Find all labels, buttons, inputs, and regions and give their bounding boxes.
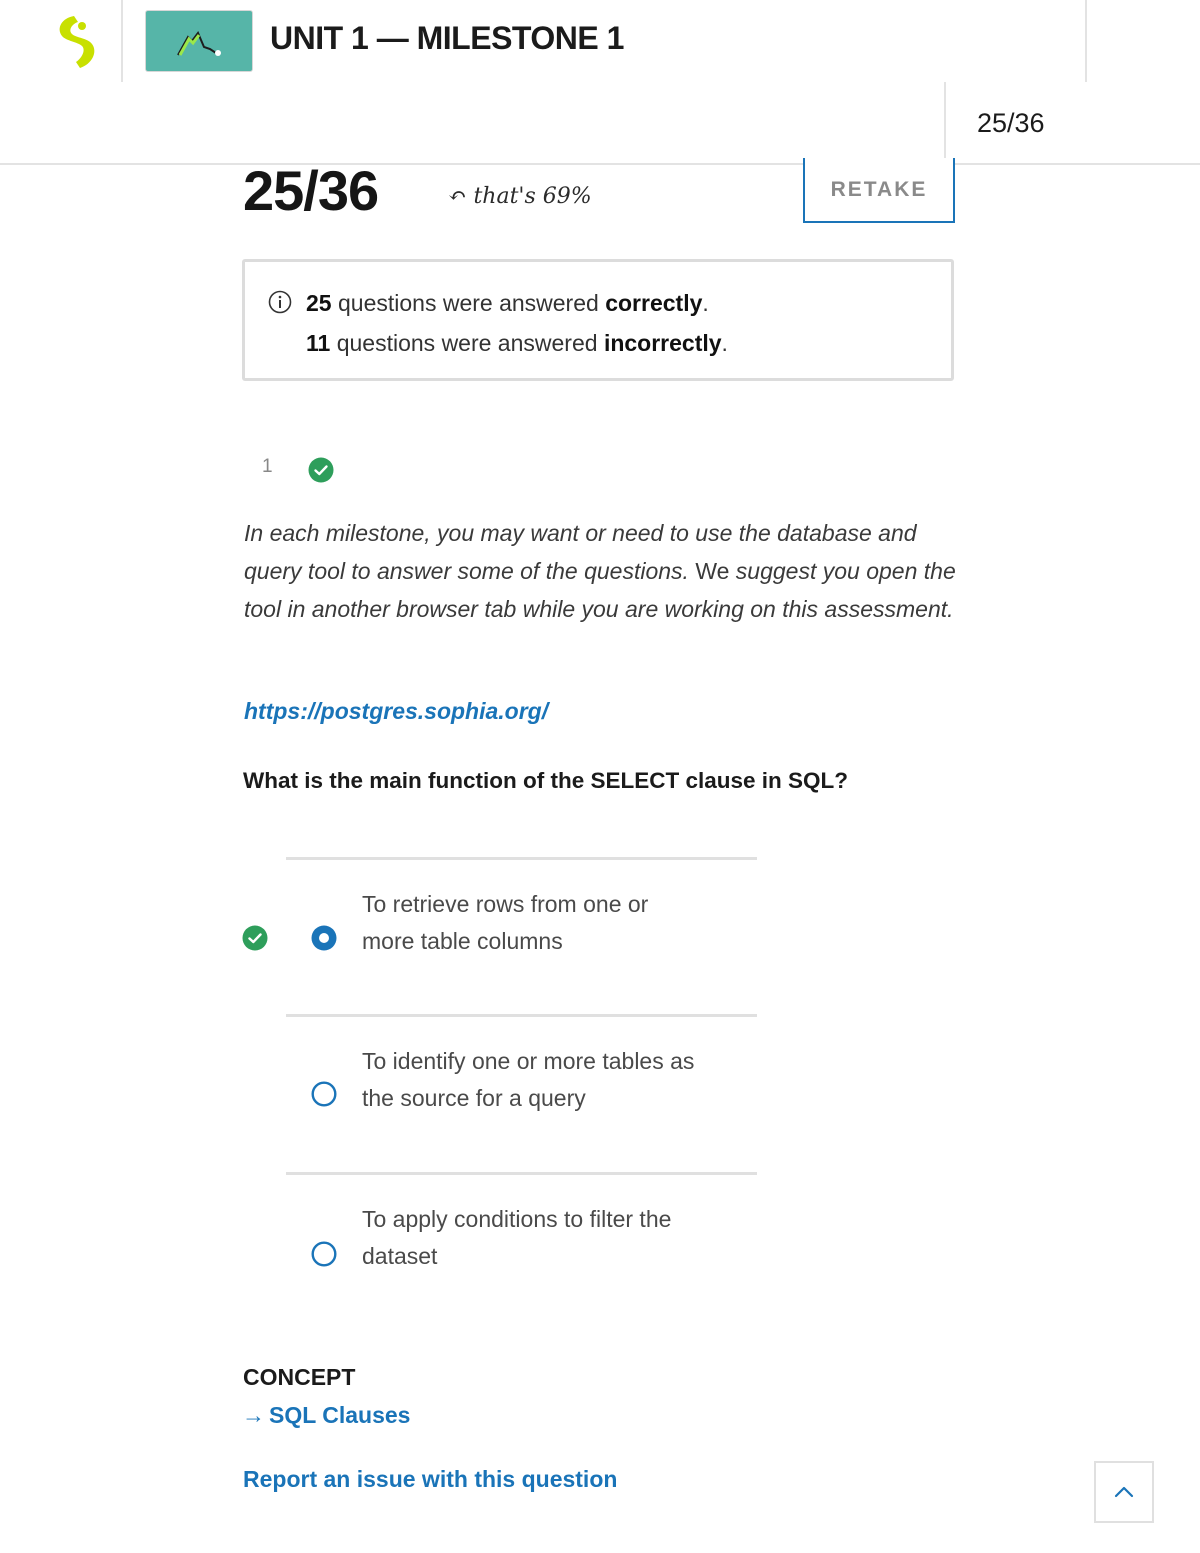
sophia-logo-icon[interactable] [52,14,100,70]
incorrect-word: incorrectly [603,330,722,356]
handwritten-annotation [448,184,592,209]
option-3-radio[interactable] [311,1241,337,1267]
incorrect-count: 11 [306,330,331,356]
option-divider [286,857,757,860]
concept-label: CONCEPT [243,1364,356,1390]
header-divider-left [121,0,123,82]
incorrect-summary: 11 questions were answered incorrectly. [306,330,728,356]
option-2-radio[interactable] [311,1081,337,1107]
header-divider-right [1085,0,1087,82]
correct-word: correctly [605,290,703,316]
option-1-radio-selected[interactable] [311,925,337,951]
scroll-to-top-button[interactable] [1094,1461,1154,1523]
question-number: 1 [262,456,273,477]
back-arrow-icon: ↶ [448,184,467,209]
header-score: 25/36 [977,108,1045,138]
question-intro: In each milestone, you may want or need to use the database and query tool to answer some of the questions. We suggest you open the tool in another browser tab while you are working on this assessment. [244,520,956,622]
arrow-right-icon: → [242,1402,265,1428]
option-1-label[interactable]: To retrieve rows from one or more table columns [362,891,649,954]
chevron-up-icon [1113,1485,1135,1499]
query-tool-link[interactable]: https://postgres.sophia.org/ [244,698,549,724]
concept-link-label: SQL Clauses [269,1402,411,1428]
page-title: UNIT 1 — MILESTONE 1 [270,20,624,56]
info-icon [268,290,292,314]
results-summary [242,259,954,381]
concept-link[interactable] [242,1402,410,1429]
question-prompt: What is the main function of the SELECT clause in SQL? [243,768,849,793]
option-divider [286,1014,757,1017]
score-value: 25/36 [243,159,379,222]
option-2-label[interactable]: To identify one or more tables as the source for a query [362,1048,695,1111]
option-divider [286,1172,757,1175]
annotation-text: that's 69% [473,184,592,209]
correct-check-icon [308,457,334,483]
correct-summary: 25 questions were answered correctly. [306,290,709,316]
retake-button[interactable]: RETAKE [803,158,955,223]
correct-answer-check-icon [242,925,268,951]
milestone-thumbnail-icon [146,11,252,71]
correct-count: 25 [306,290,332,316]
option-3-label[interactable]: To apply conditions to filter the dataset [362,1206,672,1269]
header-bottom-rule [0,163,1200,165]
report-issue-link[interactable]: Report an issue with this question [243,1466,618,1492]
score-panel-divider [944,82,946,164]
